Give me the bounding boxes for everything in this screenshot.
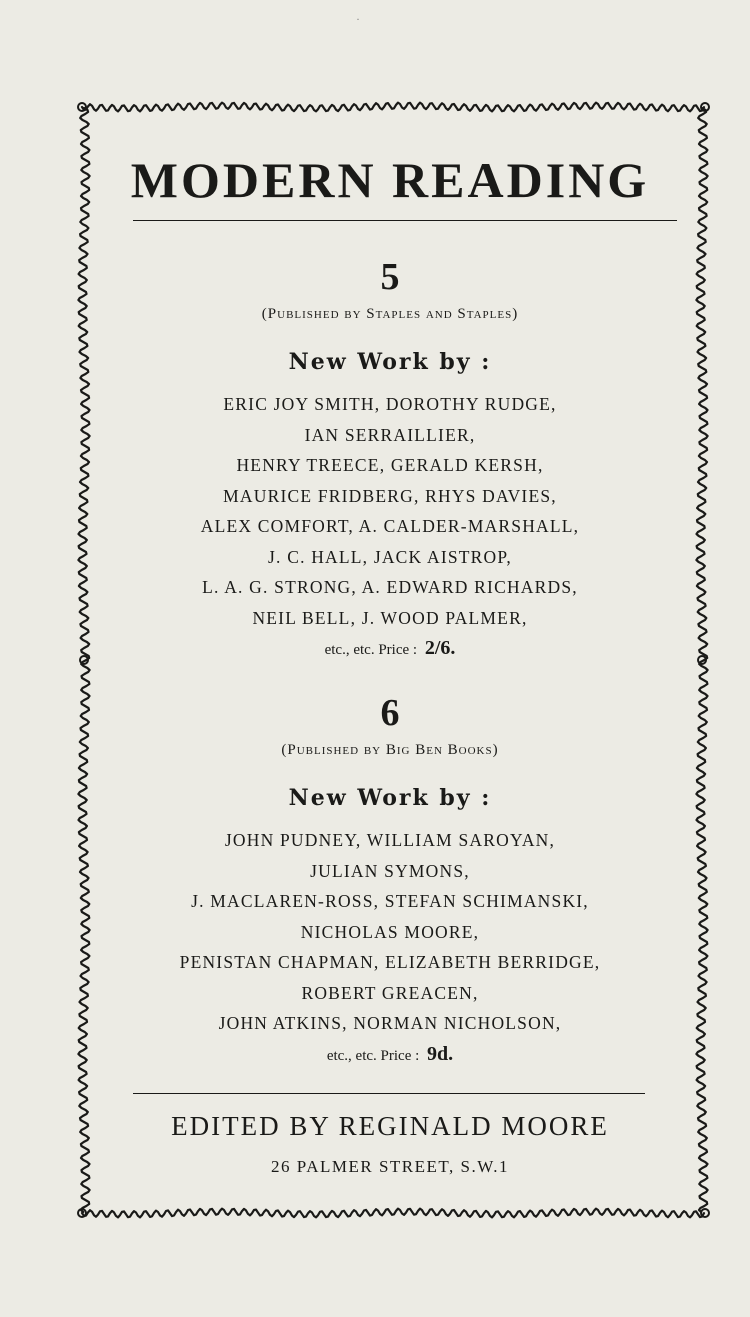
- contributor-line: ALEX COMFORT, A. CALDER-MARSHALL,: [200, 516, 580, 536]
- top-speck: ·: [356, 12, 360, 26]
- contributor-list: [95, 389, 685, 633]
- price-line: [95, 633, 685, 663]
- price-value: 2/6.: [424, 637, 456, 659]
- editor-line: EDITED BY REGINALD MOORE: [171, 1110, 609, 1141]
- contributor-line: HENRY TREECE, GERALD KERSH,: [236, 455, 544, 475]
- contributor-list: [95, 825, 685, 1039]
- contributor-line: IAN SERRAILLIER,: [304, 424, 476, 445]
- contributor-line: NICHOLAS MOORE,: [300, 921, 480, 942]
- new-work-heading: New Work by :: [288, 349, 492, 375]
- new-work-heading: New Work by :: [288, 785, 492, 811]
- volume-number: 6: [380, 692, 400, 734]
- contributor-line: L. A. G. STRONG, A. EDWARD RICHARDS,: [202, 577, 578, 597]
- page-title: MODERN READING: [130, 152, 650, 208]
- publisher-line: (Published by Big Ben Books): [281, 742, 499, 758]
- etc-text: etc., etc. Price :: [326, 1047, 420, 1064]
- contributor-line: ROBERT GREACEN,: [301, 982, 479, 1003]
- contributor-line: J. C. HALL, JACK AISTROP,: [268, 546, 512, 567]
- advertisement-body: [95, 140, 685, 1182]
- contributor-line: NEIL BELL, J. WOOD PALMER,: [252, 607, 528, 628]
- price-line: [95, 1039, 685, 1069]
- contributor-line: JOHN PUDNEY, WILLIAM SAROYAN,: [224, 830, 556, 850]
- price-value: 9d.: [427, 1042, 454, 1065]
- contributor-line: ERIC JOY SMITH, DOROTHY RUDGE,: [223, 394, 557, 414]
- volume-5-section: [95, 255, 685, 663]
- contributor-line: JULIAN SYMONS,: [310, 860, 470, 881]
- address-line: 26 PALMER STREET, S.W.1: [271, 1156, 509, 1176]
- etc-text: etc., etc. Price :: [324, 642, 418, 658]
- publisher-line: (Published by Staples and Staples): [261, 306, 519, 322]
- contributor-line: JOHN ATKINS, NORMAN NICHOLSON,: [218, 1013, 562, 1033]
- volume-6-section: [95, 691, 685, 1069]
- volume-number: 5: [380, 256, 400, 298]
- contributor-line: PENISTAN CHAPMAN, ELIZABETH BERRIDGE,: [179, 952, 601, 972]
- contributor-line: MAURICE FRIDBERG, RHYS DAVIES,: [223, 485, 557, 506]
- contributor-line: J. MACLAREN-ROSS, STEFAN SCHIMANSKI,: [191, 891, 589, 911]
